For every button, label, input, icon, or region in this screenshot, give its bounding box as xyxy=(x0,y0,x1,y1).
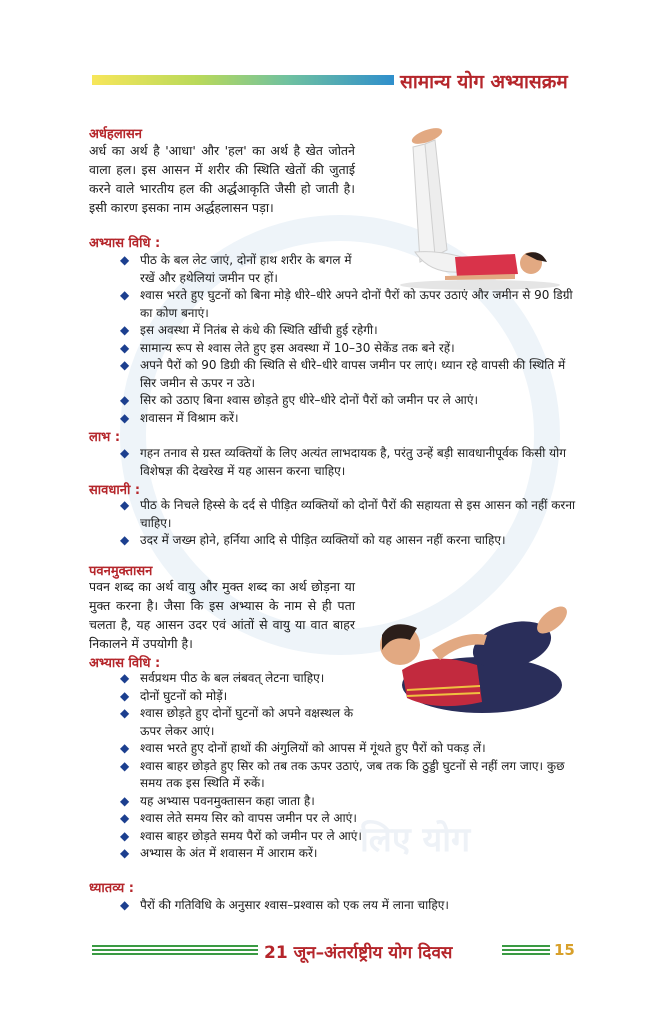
list-item: ◆ श्वास बाहर छोड़ते हुए सिर को तब तक ऊपर उठाएं, जब तक कि ठुड्डी घुटनों से नहीं लग जाए। कुछ समय तक इस स्थिति में रुकें। xyxy=(120,758,565,790)
footer-rule-right xyxy=(502,945,550,955)
diamond-bullet-icon: ◆ xyxy=(120,741,130,755)
diamond-bullet-icon: ◆ xyxy=(120,758,130,773)
diamond-bullet-icon: ◆ xyxy=(120,323,130,337)
diamond-bullet-icon: ◆ xyxy=(120,498,130,512)
diamond-bullet-icon: ◆ xyxy=(120,706,130,720)
list-item: ◆ इस अवस्था में नितंब से कंधे की स्थिति खींची हुई रहेगी। xyxy=(110,322,580,340)
ardhahalasana-intro: अर्ध का अर्थ है 'आधा' और 'हल' का अर्थ है खेत जोतने वाला हल। इस आसन में शरीर की स्थिति खेतों की जुताई करने वाले भारतीय हल की अर्द्धआकृति जैसी हो जाती है। इसी कारण इसका नाम अर्द्धहलासन पड़ा। xyxy=(89,143,355,215)
ardhahalasana-benefit-title: लाभ : xyxy=(89,430,121,445)
pavanamuktasana-note-list xyxy=(110,897,580,915)
ardhahalasana-benefit-list xyxy=(110,445,580,480)
diamond-bullet-icon: ◆ xyxy=(120,671,130,685)
list-item: ◆ श्वास लेते समय सिर को वापस जमीन पर ले आएं। xyxy=(110,810,580,828)
ardhahalasana-caution-list xyxy=(110,497,580,550)
pavanamuktasana-title: पवनमुक्तासन xyxy=(89,564,153,579)
ardhahalasana-title: अर्धहलासन xyxy=(89,127,143,142)
list-item: ◆ श्वास भरते हुए घुटनों को बिना मोड़े धीरे–धीरे अपने दोनों पैरों को ऊपर उठाएं और जमीन से 90 डिग्री का कोण बनाएं। xyxy=(120,288,573,320)
diamond-bullet-icon: ◆ xyxy=(120,358,130,372)
list-item: ◆ श्वास भरते हुए दोनों हाथों की अंगुलियों को आपस में गूंथते हुए पैरों को पकड़ लें। xyxy=(110,740,580,758)
list-item: ◆ पीठ के निचले हिस्से के दर्द से पीड़ित व्यक्तियों को दोनों पैरों की सहायता से इस आसन को नहीं करना चाहिए। xyxy=(120,498,576,530)
ardhahalasana-caution-title: सावधानी : xyxy=(89,483,141,498)
diamond-bullet-icon: ◆ xyxy=(120,846,130,860)
watermark-text: लिए योग xyxy=(360,820,471,860)
list-item: ◆ अभ्यास के अंत में शवासन में आराम करें। xyxy=(110,845,580,863)
pavanamuktasana-method-title: अभ्यास विधि : xyxy=(89,656,161,671)
list-item: ◆ श्वास बाहर छोड़ते समय पैरों को जमीन पर ले आएं। xyxy=(110,828,580,846)
diamond-bullet-icon: ◆ xyxy=(120,340,130,355)
list-item: ◆ यह अभ्यास पवनमुक्तासन कहा जाता है। xyxy=(110,793,580,811)
pavanamuktasana-method-list xyxy=(110,670,580,863)
diamond-bullet-icon: ◆ xyxy=(120,393,130,407)
footer-title: 21 जून–अंतर्राष्ट्रीय योग दिवस xyxy=(264,943,453,963)
list-item: ◆ दोनों घुटनों को मोड़ें। xyxy=(110,688,360,706)
list-item: ◆ पैरों की गतिविधि के अनुसार श्वास–प्रश्वास को एक लय में लाना चाहिए। xyxy=(110,897,580,915)
ardhahalasana-method-list xyxy=(110,252,580,427)
diamond-bullet-icon: ◆ xyxy=(120,253,130,267)
list-item: ◆ सिर को उठाए बिना श्वास छोड़ते हुए धीरे–धीरे दोनों पैरों को जमीन पर ले आएं। xyxy=(110,392,580,410)
diamond-bullet-icon: ◆ xyxy=(120,793,130,808)
diamond-bullet-icon: ◆ xyxy=(120,288,130,302)
list-item: ◆ उदर में जख्म होने, हर्निया आदि से पीड़ित व्यक्तियों को यह आसन नहीं करना चाहिए। xyxy=(110,532,580,550)
diamond-bullet-icon: ◆ xyxy=(120,533,130,547)
list-item: ◆ श्वास छोड़ते हुए दोनों घुटनों को अपने वक्षस्थल के ऊपर लेकर आएं। xyxy=(120,706,354,738)
list-item: ◆ शवासन में विश्राम करें। xyxy=(110,410,580,428)
ardhahalasana-method-title: अभ्यास विधि : xyxy=(89,236,161,251)
header-gradient-bar xyxy=(92,75,394,85)
pavanamuktasana-note-title: ध्यातव्य : xyxy=(89,881,134,896)
diamond-bullet-icon: ◆ xyxy=(120,446,130,460)
pavanamuktasana-intro: पवन शब्द का अर्थ वायु और मुक्त शब्द का अर्थ छोड़ना या मुक्त करना है। जैसा कि इस अभ्यास के नाम से ही पता चलता है, यह आसन उदर एवं आंतों से वायु या वात बाहर निकालने में उपयोगी है। xyxy=(89,579,355,651)
diamond-bullet-icon: ◆ xyxy=(120,898,130,912)
footer-rule-left xyxy=(92,945,258,955)
diamond-bullet-icon: ◆ xyxy=(120,828,130,843)
diamond-bullet-icon: ◆ xyxy=(120,688,130,703)
list-item: ◆ पीठ के बल लेट जाएं, दोनों हाथ शरीर के बगल में रखें और हथेलियां जमीन पर हों। xyxy=(120,253,352,285)
diamond-bullet-icon: ◆ xyxy=(120,410,130,425)
list-item: ◆ सामान्य रूप से श्वास लेते हुए इस अवस्था में 10–30 सेकेंड तक बने रहें। xyxy=(110,340,580,358)
list-item: ◆ गहन तनाव से ग्रस्त व्यक्तियों के लिए अत्यंत लाभदायक है, परंतु उन्हें बड़ी सावधानीपूर्वक किसी योग विशेषज्ञ की देखरेख में यह आसन करना चाहिए। xyxy=(120,446,566,478)
page-number: 15 xyxy=(554,941,575,959)
list-item: ◆ सर्वप्रथम पीठ के बल लंबवत् लेटना चाहिए। xyxy=(110,670,360,688)
header-title: सामान्य योग अभ्यासक्रम xyxy=(400,71,568,93)
list-item: ◆ अपने पैरों को 90 डिग्री की स्थिति से धीरे–धीरे वापस जमीन पर लाएं। ध्यान रहे वापसी की स्थिति में सिर जमीन से ऊपर न उठे। xyxy=(120,358,566,390)
diamond-bullet-icon: ◆ xyxy=(120,811,130,825)
